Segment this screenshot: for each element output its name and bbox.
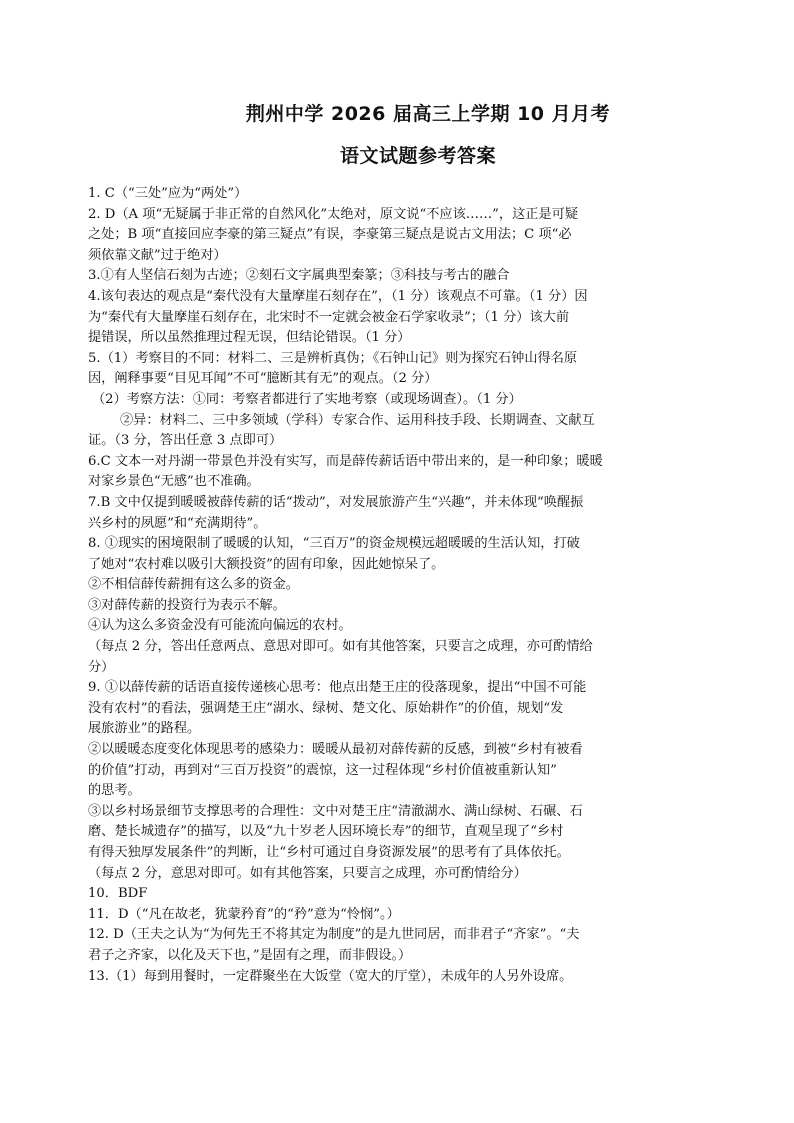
answer-line: 6.C 文本一对丹湖一带景色并没有实写，而是薛传薪话语中带出来的，是一种印象；暖暖 (88, 453, 603, 469)
answer-line: 有得天独厚发展条件”的判断，让“乡村可通过自身资源发展”的思考有了具体依托。 (88, 845, 570, 860)
answer-line: ②不相信薛传薪拥有这么多的资金。 (88, 577, 299, 593)
answer-line: 提错误，所以虽然推理过程无误，但结论错误。（1 分） (88, 330, 411, 346)
answer-line: 了她对“农村难以吸引大额投资”的固有印象，因此她惊呆了。 (88, 556, 445, 572)
page-title: 荆州中学 2026 届高三上学期 10 月月考 (245, 103, 611, 125)
answer-line: 4.该句表达的观点是“秦代没有大量摩崖石刻存在”，（1 分）该观点不可靠。（1 分）因 (88, 288, 588, 304)
answer-line: 10．BDF (88, 886, 148, 902)
answer-line: 因，阐释事要“目见耳闻”不可“臆断其有无”的观点。（2 分） (88, 371, 438, 387)
answer-line: 证。（3 分，答出任意 3 点即可） (88, 433, 283, 449)
answer-line: ③对薛传薪的投资行为表示不解。 (88, 597, 286, 613)
answer-line: 3.①有人坚信石刻为古迹；②刻石文字属典型秦篆；③科技与考古的融合 (88, 268, 510, 284)
answer-sheet-page (88, 100, 708, 987)
answer-line: （每点 2 分，意思对即可。如有其他答案，只要言之成理，亦可酌情给分） (88, 865, 527, 881)
answer-line: 兴乡村的夙愿”和“充满期待”。 (88, 515, 267, 531)
answer-line: （2）考察方法：①同：考察者都进行了实地考察（或现场调查）。（1 分） (92, 391, 522, 407)
answer-line: 8. ①现实的困境限制了暖暖的认知，“三百万”的资金规模远超暖暖的生活认知，打破 (88, 536, 580, 552)
answer-line: 2. D（A 项“无疑属于非正常的自然风化”太绝对，原文说“不应该……”，这正是可疑 (88, 206, 579, 222)
answer-line: 11．D（“凡在故老，犹蒙矜育”的“矜”意为“怜悯”。） (88, 906, 400, 922)
answer-line: 5.（1）考察目的不同：材料二、三是辨析真伪；《石钟山记》则为探究石钟山得名原 (88, 350, 578, 366)
answer-line: 13.（1）每到用餐时，一定群聚坐在大饭堂（宽大的厅堂），未成年的人另外设席。 (88, 968, 573, 984)
answer-line: 磨、楚长城遗存”的描写，以及“九十岁老人因环境长寿”的细节，直观呈现了“乡村 (88, 824, 564, 840)
answer-line: 分） (88, 659, 115, 675)
answer-line: 君子之齐家，以化及天下也，”是固有之理，而非假设。） (88, 947, 412, 963)
answer-line: 之处；B 项“直接回应李豪的第三疑点”有误，李豪第三疑点是说古文用法；C 项“必 (88, 227, 572, 243)
answer-line: ④认为这么多资金没有可能流向偏远的农村。 (88, 618, 352, 634)
answer-line: 须依靠文献”过于绝对） (88, 247, 227, 263)
answer-line: 12. D（王夫之认为“为何先王不将其定为制度”的是九世同居，而非君子“齐家”。“夫 (88, 927, 580, 943)
answer-line: ②以暖暖态度变化体现思考的感染力：暖暖从最初对薛传薪的反感，到被“乡村有被看 (88, 742, 583, 758)
answer-line: 没有农村”的看法，强调楚王庄“湖水、绿树、楚文化、原始耕作”的价值，规划“发 (88, 700, 564, 716)
answer-body (88, 184, 708, 987)
answer-line: 9. ①以薛传薪的话语直接传递核心思考：他点出楚王庄的役落现象，提出“中国不可能 (88, 680, 587, 696)
answer-line: 的思考。 (88, 783, 141, 799)
answer-line: 为“秦代有大量摩崖石刻存在，北宋时不一定就会被金石学家收录”；（1 分）该大前 (88, 309, 570, 325)
answer-line: 1. C（“三处”应为“两处”） (88, 186, 248, 201)
answer-line: ③以乡村场景细节支撑思考的合理性：文中对楚王庄“清澈湖水、满山绿树、石碾、石 (88, 803, 583, 819)
page-subtitle: 语文试题参考答案 (339, 145, 496, 167)
answer-line: 对家乡景色“无感”也不准确。 (88, 474, 260, 490)
answer-line: 的价值”打动，再到对“三百万投资”的震惊，这一过程体现“乡村价值被重新认知” (88, 762, 557, 778)
answer-line: （每点 2 分，答出任意两点、意思对即可。如有其他答案，只要言之成理，亦可酌情给 (88, 639, 593, 655)
answer-line: 展旅游业”的路程。 (88, 721, 201, 737)
answer-line: ②异：材料二、三中多领域（学科）专家合作、运用科技手段、长期调查、文献互 (120, 412, 595, 428)
answer-line: 7.B 文中仅提到暖暖被薛传薪的话“拨动”，对发展旅游产生“兴趣”，并未体现“唤醒振 (88, 494, 584, 510)
